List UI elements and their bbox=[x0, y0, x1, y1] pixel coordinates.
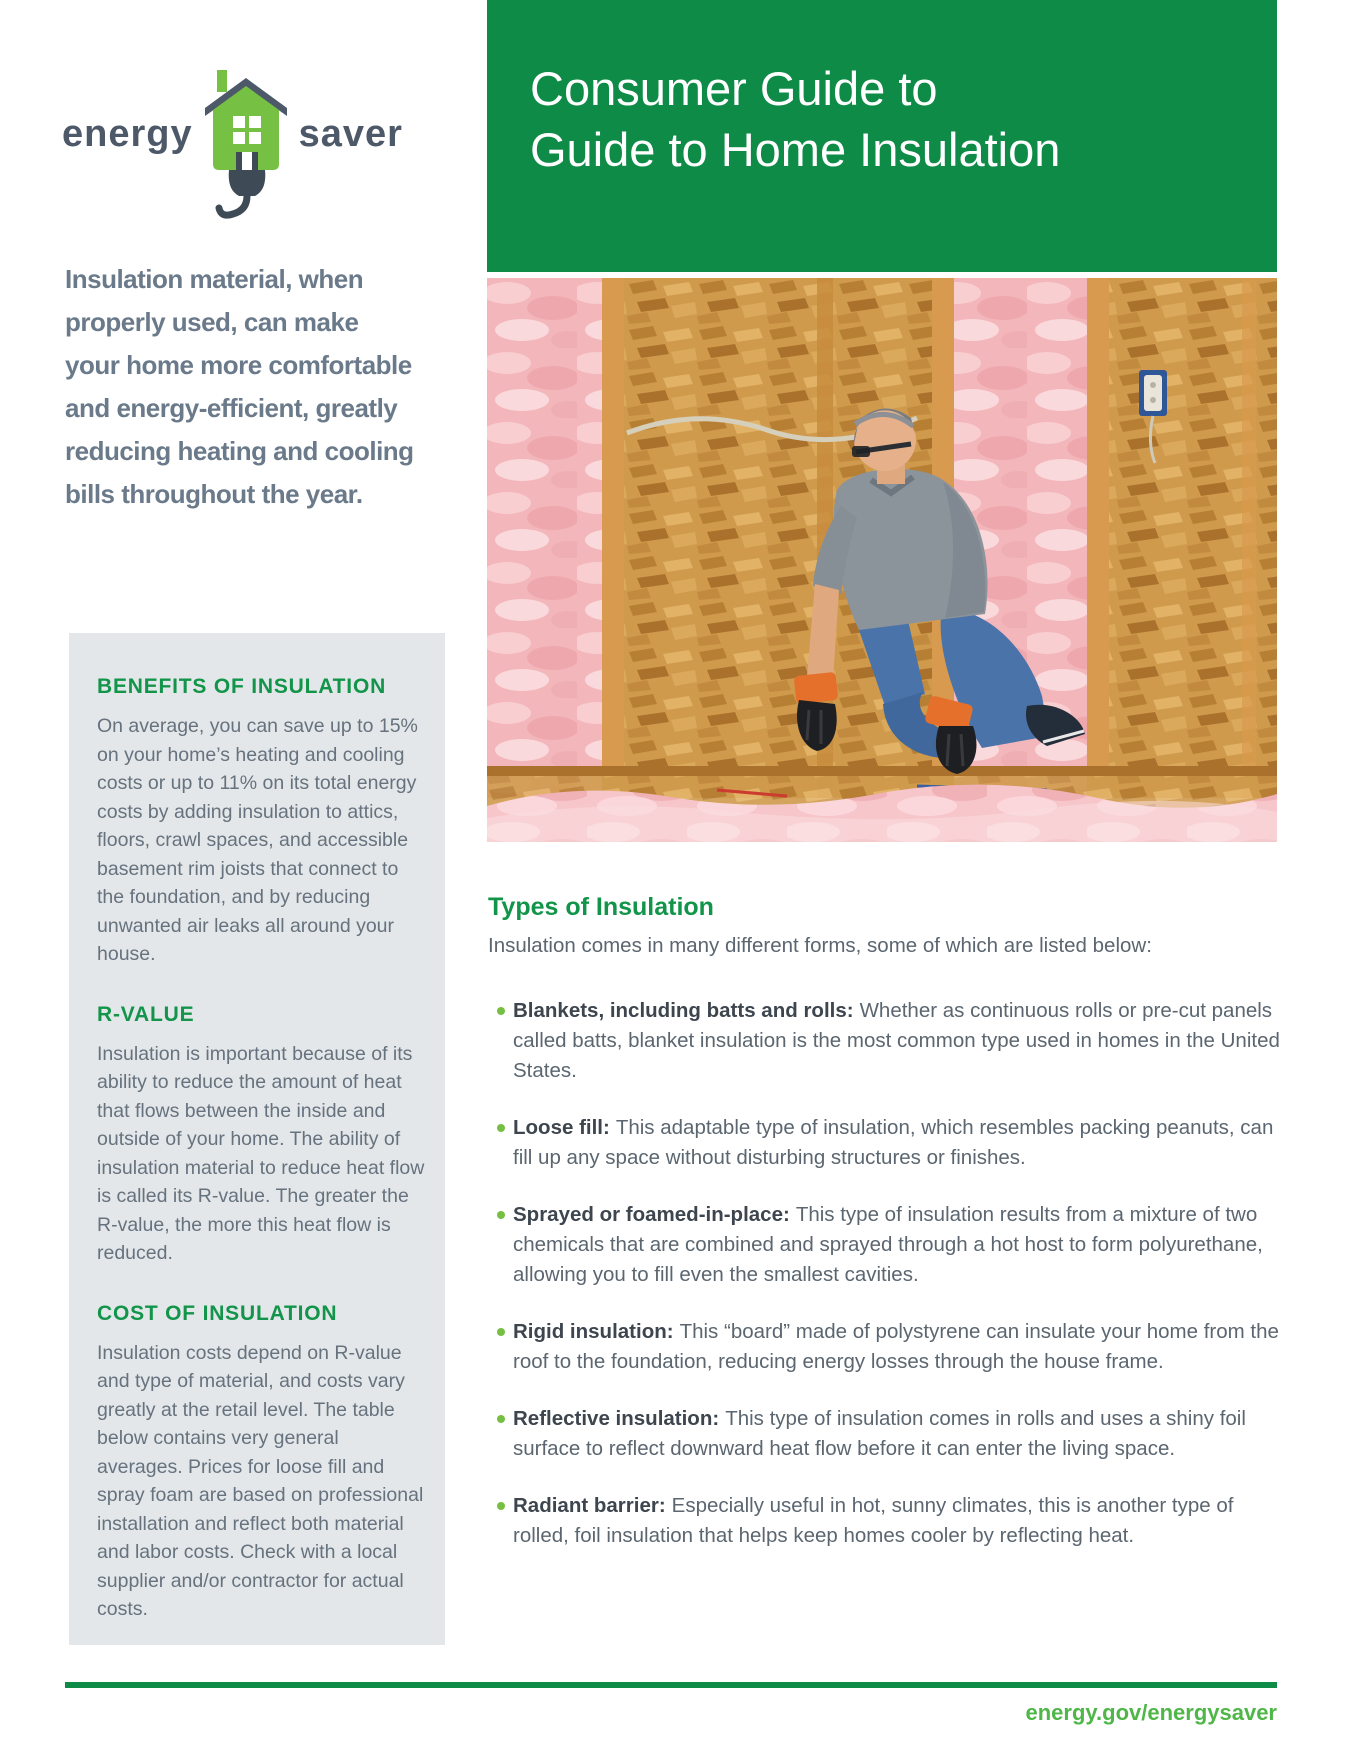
sidebar-body-rvalue: Insulation is important because of its ability to reduce the amount of heat that flows between the inside and outside of your home. The ability of insulation material to reduce heat flow is called its R-value. The greater the R-value, the more this heat flow is reduced. bbox=[97, 1042, 425, 1264]
insulation-photo bbox=[487, 278, 1277, 842]
list-item-radiant bbox=[488, 1491, 1280, 1551]
list-item-lead: Reflective insulation: bbox=[513, 1407, 720, 1430]
types-heading: Types of Insulation bbox=[488, 893, 714, 921]
main-content bbox=[488, 893, 1280, 1578]
page-title bbox=[530, 58, 1060, 180]
list-item-blankets bbox=[488, 996, 1280, 1086]
list-item-lead: Rigid insulation: bbox=[513, 1320, 674, 1343]
list-item-text: This type of insulation results from a mixture of two chemicals that are combined and sprayed through a hot host to form polyurethane, allowing you to fill even the smallest cavities. bbox=[513, 1203, 1263, 1286]
sidebar-section-cost bbox=[97, 1302, 425, 1624]
header-band bbox=[487, 0, 1277, 272]
list-item-lead: Radiant barrier: bbox=[513, 1494, 666, 1517]
list-item-rigid bbox=[488, 1317, 1280, 1377]
house-plug-icon bbox=[203, 68, 289, 226]
logo-word-energy: energy bbox=[62, 112, 193, 155]
list-item-reflective bbox=[488, 1404, 1280, 1464]
list-item-text: Especially useful in hot, sunny climates, this is another type of rolled, foil insulation that helps keep homes cooler by reflecting heat. bbox=[513, 1494, 1234, 1547]
energy-saver-logo bbox=[62, 62, 422, 232]
sidebar-body-cost: Insulation costs depend on R-value and type of material, and costs vary greatly at the retail level. The table below contains very general averages. Prices for loose fill and spray foam are based on professional installation and reflect both material and labor costs. Check with a local supplier and/or contractor for actual costs. bbox=[97, 1341, 424, 1620]
logo-word-saver: saver bbox=[298, 112, 403, 155]
list-item-lead: Loose fill: bbox=[513, 1116, 610, 1139]
list-item-lead: Sprayed or foamed-in-place: bbox=[513, 1203, 790, 1226]
sidebar-heading-benefits: BENEFITS OF INSULATION bbox=[97, 675, 387, 698]
list-item-text: This “board” made of polystyrene can insulate your home from the roof to the foundation, reducing energy losses through the house frame. bbox=[513, 1320, 1279, 1373]
intro-paragraph: Insulation material, when properly used, can make your home more comfortable and energy-efficient, greatly reducing heating and cooling bills throughout the year. bbox=[65, 264, 414, 509]
sidebar-body-benefits: On average, you can save up to 15% on your home’s heating and cooling costs or up to 11% on its total energy costs by adding insulation to attics, floors, crawl spaces, and accessible basement rim joists that connect to the foundation, and by reducing unwanted air leaks all around your house. bbox=[97, 715, 418, 965]
sidebar-section-benefits bbox=[97, 675, 425, 969]
page-title-line1: Consumer Guide to bbox=[530, 62, 938, 115]
list-item-text: This adaptable type of insulation, which resembles packing peanuts, can fill up any space without disturbing structures or finishes. bbox=[513, 1116, 1274, 1169]
types-intro: Insulation comes in many different forms, some of which are listed below: bbox=[488, 934, 1152, 957]
footer-divider bbox=[65, 1682, 1277, 1688]
list-item-lead: Blankets, including batts and rolls: bbox=[513, 999, 854, 1022]
list-item-text: This type of insulation comes in rolls and uses a shiny foil surface to reflect downward heat flow before it can enter the living space. bbox=[513, 1407, 1246, 1460]
list-item-text: Whether as continuous rolls or pre-cut panels called batts, blanket insulation is the most common type used in homes in the United States. bbox=[513, 999, 1280, 1082]
page-title-line2: Guide to Home Insulation bbox=[530, 123, 1061, 176]
photo-illustration bbox=[487, 278, 1277, 842]
list-item-loose-fill bbox=[488, 1113, 1280, 1173]
sidebar-section-rvalue bbox=[97, 1003, 425, 1268]
sidebar-info-box bbox=[69, 633, 445, 1645]
sidebar-heading-rvalue: R-VALUE bbox=[97, 1002, 195, 1026]
list-item-sprayed bbox=[488, 1200, 1280, 1290]
insulation-types-list bbox=[488, 996, 1280, 1551]
sidebar-heading-cost: COST OF INSULATION bbox=[97, 1301, 338, 1325]
footer-url-link[interactable]: energy.gov/energysaver bbox=[1025, 1700, 1277, 1725]
